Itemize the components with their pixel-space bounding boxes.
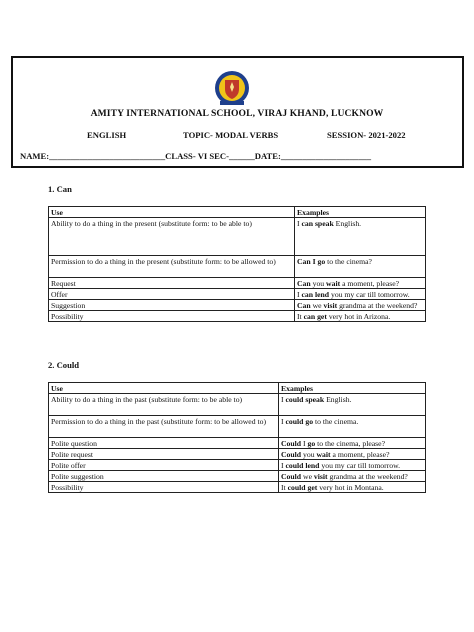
example-cell: Can we visit grandma at the weekend? [295,300,426,311]
table-row [49,449,426,460]
use-cell: Offer [49,289,295,300]
example-cell: Could I go to the cinema, please? [279,438,426,449]
could-table [48,382,426,493]
table-row [49,460,426,471]
table-row [49,394,426,416]
table-row [49,256,426,278]
example-cell: Could you wait a moment, please? [279,449,426,460]
name-class-date-line: NAME:___________________________CLASS- VI SEC-______DATE:_____________________ [20,151,372,161]
table-row [49,218,426,256]
table-row [49,311,426,322]
example-cell: Can I go to the cinema? [295,256,426,278]
use-cell: Permission to do a thing in the present (substitute form: to be allowed to) [49,256,295,278]
subject-label: ENGLISH [87,130,127,140]
table-row [49,300,426,311]
column-header-examples: Examples [295,207,426,218]
column-header-examples: Examples [279,383,426,394]
example-cell: I can lend you my car till tomorrow. [295,289,426,300]
use-cell: Polite suggestion [49,471,279,482]
use-cell: Ability to do a thing in the past (substitute form: to be able to) [49,394,279,416]
example-cell: Could we visit grandma at the weekend? [279,471,426,482]
table-row [49,471,426,482]
use-cell: Suggestion [49,300,295,311]
school-crest-logo [210,68,254,108]
example-cell: It could get very hot in Montana. [279,482,426,493]
example-cell: Can you wait a moment, please? [295,278,426,289]
table-row [49,482,426,493]
example-cell: I can speak English. [295,218,426,256]
section-title-can: 1. Can [48,184,72,194]
example-cell: I could lend you my car till tomorrow. [279,460,426,471]
use-cell: Polite question [49,438,279,449]
use-cell: Possibility [49,482,279,493]
example-cell: It can get very hot in Arizona. [295,311,426,322]
table-row [49,289,426,300]
use-cell: Polite offer [49,460,279,471]
table-row [49,416,426,438]
use-cell: Permission to do a thing in the past (substitute form: to be allowed to) [49,416,279,438]
use-cell: Ability to do a thing in the present (substitute form: to be able to) [49,218,295,256]
column-header-use: Use [49,383,279,394]
use-cell: Polite request [49,449,279,460]
session-label: SESSION- 2021-2022 [327,130,406,140]
can-table [48,206,426,322]
table-header-row [49,207,426,218]
section-title-could: 2. Could [48,360,80,370]
table-row [49,438,426,449]
table-header-row [49,383,426,394]
school-name: AMITY INTERNATIONAL SCHOOL, VIRAJ KHAND, LUCKNOW [90,108,384,119]
example-cell: I could go to the cinema. [279,416,426,438]
use-cell: Possibility [49,311,295,322]
column-header-use: Use [49,207,295,218]
topic-label: TOPIC- MODAL VERBS [183,130,279,140]
example-cell: I could speak English. [279,394,426,416]
use-cell: Request [49,278,295,289]
table-row [49,278,426,289]
